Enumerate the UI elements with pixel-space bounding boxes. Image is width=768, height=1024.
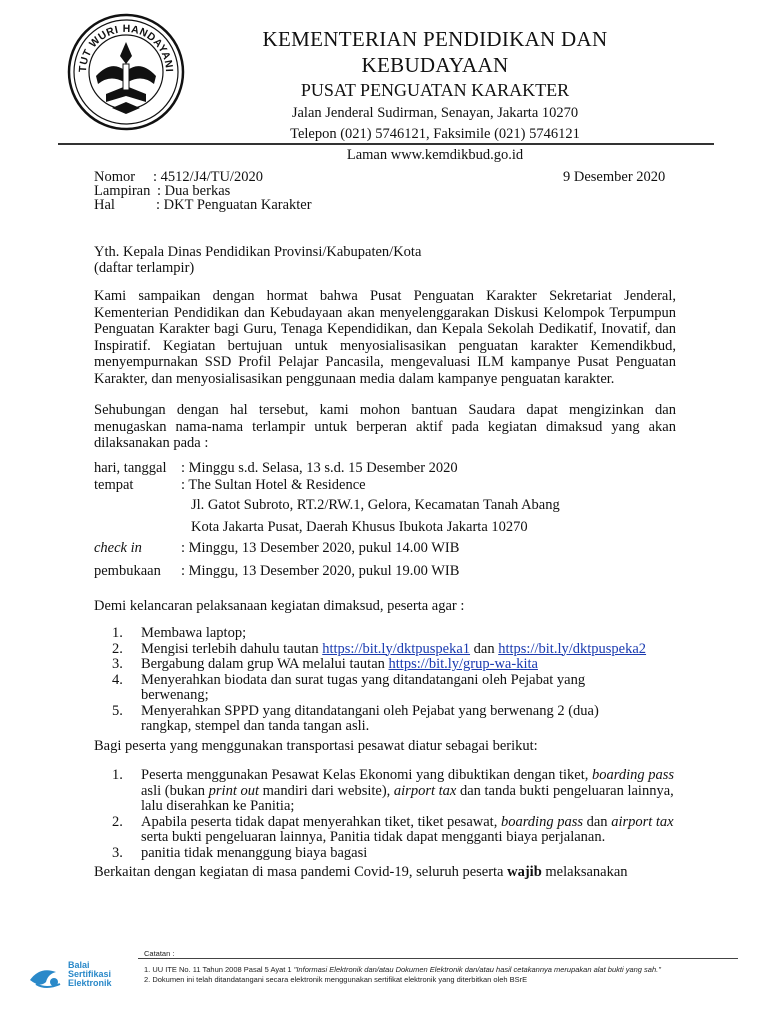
list-item bbox=[112, 704, 617, 735]
list-text: mandiri dari website), bbox=[259, 782, 394, 799]
wa-group-link[interactable]: https://bit.ly/grup-wa-kita bbox=[388, 656, 538, 672]
list-number: 4. bbox=[112, 671, 123, 688]
closing-text: Berkaitan dengan kegiatan di masa pandemi Covid-19, seluruh peserta bbox=[94, 864, 508, 880]
list-text: Menyerahkan SPPD yang ditandatangani oleh Pejabat yang berwenang 2 (dua) rangkap, stempel dan tanda tangan asli. bbox=[141, 702, 599, 734]
list-text-italic: airport tax bbox=[393, 782, 457, 799]
list-number: 3. bbox=[112, 656, 123, 672]
list-text: Membawa laptop; bbox=[141, 625, 247, 641]
list-text: Bergabung dalam grup WA melalui tautan bbox=[141, 656, 389, 672]
list-item bbox=[112, 846, 686, 862]
opening-row bbox=[94, 563, 459, 579]
office-address: Jalan Jenderal Sudirman, Senayan, Jakarta 10270 bbox=[291, 105, 579, 121]
venue-address-line-1: Jl. Gatot Subroto, RT.2/RW.1, Gelora, Kecamatan Tanah Abang bbox=[191, 497, 560, 513]
closing-line bbox=[94, 864, 628, 881]
list-text: Apabila peserta tidak dapat menyerahkan tiket, tiket pesawat, bbox=[141, 813, 501, 830]
list-text: panitia tidak menanggung biaya bagasi bbox=[141, 844, 368, 861]
hal-row bbox=[94, 197, 312, 213]
list-item bbox=[112, 626, 682, 642]
letter-date: 9 Desember 2020 bbox=[563, 169, 666, 185]
closing-text: melaksanakan bbox=[541, 864, 628, 880]
schedule-place-value: : The Sultan Hotel & Residence bbox=[181, 477, 366, 493]
footer-note-text: 1. UU ITE No. 11 Tahun 2008 Pasal 5 Ayat 1 bbox=[144, 965, 294, 974]
tut-wuri-handayani-logo bbox=[66, 12, 186, 132]
paragraph-intro: Kami sampaikan dengan hormat bahwa Pusat Penguatan Karakter Sekretariat Jenderal, Kementerian Pendidikan dan Kebudayaan akan menyelenggarakan Diskusi Kelompok Terpumpun Penguatan Karakter bagi Guru, Tenaga Kependidikan, dan Kepala Sekolah Dedikatif, Inovatif, dan Inspiratif. Kegiatan bertujuan untuk menyosialisasikan penguatan karakter Kemendikbud, menyempurnakan SSD Profil Pelajar Pancasila, mengevaluasi ILM kampanye Pusat Penguatan Karakter, dan menyosialisasikan penggunaan media dalam kampanye penguatan karakter. bbox=[94, 288, 676, 387]
schedule-date-label: hari, tanggal bbox=[94, 460, 167, 476]
list-text-italic: boarding pass bbox=[500, 813, 583, 830]
list-text-italic: airport tax bbox=[611, 813, 674, 830]
list-number: 5. bbox=[112, 702, 123, 719]
transport-intro: Bagi peserta yang menggunakan transportasi pesawat diatur sebagai berikut: bbox=[94, 738, 538, 754]
list-number: 1. bbox=[112, 625, 123, 641]
hal-label: Hal bbox=[94, 197, 115, 213]
paragraph-request: Sehubungan dengan hal tersebut, kami mohon bantuan Saudara dapat mengizinkan dan menugaskan nama-nama terlampir untuk berperan aktif pada kegiatan dimaksud yang akan dilaksanakan pada : bbox=[94, 402, 676, 451]
nomor-label: Nomor bbox=[94, 169, 136, 185]
unit-name: PUSAT PENGUATAN KARAKTER bbox=[300, 80, 570, 100]
hal-value: : DKT Penguatan Karakter bbox=[156, 197, 312, 213]
schedule-date-value: : Minggu s.d. Selasa, 13 s.d. 15 Desember 2020 bbox=[181, 460, 458, 476]
list-text: dan bbox=[583, 813, 612, 830]
opening-value: : Minggu, 13 Desember 2020, pukul 19.00 WIB bbox=[181, 563, 460, 579]
list-number: 2. bbox=[112, 813, 123, 830]
ministry-name: KEMENTERIAN PENDIDIKAN DAN KEBUDAYAAN bbox=[262, 27, 608, 77]
footer-note-2: 2. Dokumen ini telah ditandatangani secara elektronik menggunakan sertifikat elektronik yang diterbitkan oleh BSrE bbox=[144, 975, 528, 984]
lampiran-value: : Dua berkas bbox=[157, 183, 231, 199]
list-item bbox=[112, 768, 678, 815]
checkin-value: : Minggu, 13 Desember 2020, pukul 14.00 WIB bbox=[181, 540, 460, 556]
list-item bbox=[112, 642, 682, 658]
letterhead bbox=[190, 26, 680, 166]
list-text: Menyerahkan biodata dan surat tugas yang ditandatangani oleh Pejabat yang berwenang; bbox=[141, 671, 586, 703]
list-text-italic: boarding pass bbox=[592, 767, 675, 783]
requirements-list bbox=[112, 626, 682, 735]
list-item bbox=[112, 815, 678, 846]
bsre-brand bbox=[68, 961, 112, 988]
form-link-1[interactable]: https://bit.ly/dktpuspeka1 bbox=[322, 640, 471, 657]
list-text-italic: print out bbox=[208, 782, 260, 799]
lampiran-label: Lampiran bbox=[94, 183, 151, 199]
checkin-label: check in bbox=[94, 540, 142, 556]
checkin-row bbox=[94, 540, 459, 556]
bsre-brand-line: Balai bbox=[68, 960, 90, 970]
venue-address-line-2: Kota Jakarta Pusat, Daerah Khusus Ibukota Jakarta 10270 bbox=[191, 519, 528, 535]
transport-list bbox=[112, 768, 686, 861]
office-website: Laman www.kemdikbud.go.id bbox=[346, 147, 524, 163]
schedule-place-row bbox=[94, 477, 366, 493]
list-number: 2. bbox=[112, 640, 123, 657]
footer-note-quote: "Informasi Elektronik dan/atau Dokumen Elektronik dan/atau hasil cetakannya merupakan alat bukti yang sah." bbox=[293, 965, 661, 974]
office-phone: Telepon (021) 5746121, Faksimile (021) 5746121 bbox=[290, 126, 580, 142]
letterhead-divider bbox=[58, 143, 714, 145]
list-number: 3. bbox=[112, 844, 123, 861]
schedule-date-row bbox=[94, 460, 458, 476]
list-text: Mengisi terlebih dahulu tautan bbox=[141, 640, 323, 657]
footer-note-1 bbox=[144, 965, 661, 974]
list-text: asli (bukan bbox=[141, 782, 209, 799]
bsre-brand-line: Sertifikasi bbox=[68, 969, 112, 979]
list-text: dan bbox=[470, 640, 499, 657]
list-text: serta bukti pengeluaran lainnya, Panitia tidak dapat mengganti biaya perjalanan. bbox=[141, 829, 606, 845]
footer-divider bbox=[138, 958, 738, 959]
nomor-value: : 4512/J4/TU/2020 bbox=[153, 169, 263, 185]
recipient-line-2: (daftar terlampir) bbox=[94, 260, 195, 276]
list-item bbox=[112, 673, 612, 704]
recipient-line-1: Yth. Kepala Dinas Pendidikan Provinsi/Kabupaten/Kota bbox=[94, 244, 422, 260]
requirements-intro: Demi kelancaran pelaksanaan kegiatan dimaksud, peserta agar : bbox=[94, 598, 465, 614]
footer-note-title: Catatan : bbox=[144, 949, 175, 958]
list-item bbox=[112, 657, 682, 673]
closing-emphasis: wajib bbox=[507, 864, 542, 880]
opening-label: pembukaan bbox=[94, 563, 161, 579]
logo-motto: TUT WURI HANDAYANI bbox=[76, 22, 176, 73]
list-text: dan tanda bukti pengeluaran lainnya, lalu diserahkan ke Panitia; bbox=[141, 782, 674, 814]
list-number: 1. bbox=[112, 767, 123, 783]
bsre-brand-line: Elektronik bbox=[68, 978, 112, 988]
schedule-place-label: tempat bbox=[94, 477, 134, 493]
form-link-2[interactable]: https://bit.ly/dktpuspeka2 bbox=[498, 640, 647, 657]
list-text: Peserta menggunakan Pesawat Kelas Ekonomi yang dibuktikan dengan tiket, bbox=[141, 767, 593, 783]
